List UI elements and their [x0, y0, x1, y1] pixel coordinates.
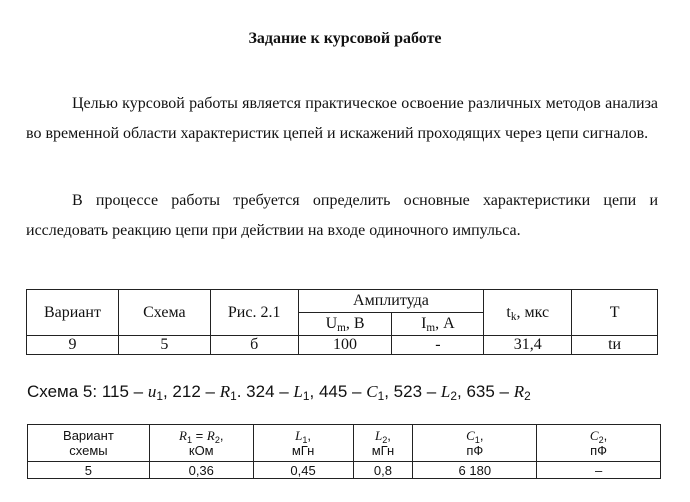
scheme-part: $635 - R_2$ — [466, 382, 531, 403]
header-T: T — [572, 290, 658, 336]
cell-figure: б — [210, 336, 298, 355]
scheme-prefix: Схема 5: — [27, 382, 98, 401]
header-l1: $L_1$, мГн — [253, 425, 353, 462]
cell-scheme-variant: 5 — [28, 462, 150, 479]
cell-c2: – — [537, 462, 661, 479]
table-row — [27, 336, 658, 355]
cell-tk: 31,4 — [484, 336, 572, 355]
header-c2: $C_2$, пФ — [537, 425, 661, 462]
header-amplitude: Амплитуда — [298, 290, 484, 313]
assignment-table — [26, 289, 658, 355]
cell-r: 0,36 — [149, 462, 253, 479]
scheme-part: $115 - u_1$, — [101, 382, 173, 403]
table-row — [28, 462, 661, 479]
cell-im: - — [392, 336, 484, 355]
scheme-part: $324 - L_1$, — [246, 382, 319, 403]
cell-scheme: 5 — [118, 336, 210, 355]
cell-c1: 6 180 — [413, 462, 537, 479]
header-scheme-variant: Вариант схемы — [28, 425, 150, 462]
header-r: $R_1 = R_2$, кОм — [149, 425, 253, 462]
component-values-table — [27, 424, 661, 479]
cell-T: tи — [572, 336, 658, 355]
cell-um: 100 — [298, 336, 392, 355]
header-im: $I_m$, А — [392, 313, 484, 336]
scheme-description — [27, 382, 531, 402]
scheme-part: $445 - C_1$, — [318, 382, 394, 403]
cell-l1: 0,45 — [253, 462, 353, 479]
paragraph-goal: Целью курсовой работы является практическое освоение различных методов анализа во временной области характеристик цепей и искажений проходящих через цепи сигналов. — [26, 95, 658, 142]
cell-variant: 9 — [27, 336, 119, 355]
header-c1: $C_1$, пФ — [413, 425, 537, 462]
scheme-part: $523 - L_2$, — [393, 382, 467, 403]
header-variant: Вариант — [27, 290, 119, 336]
cell-l2: 0,8 — [353, 462, 413, 479]
paragraph-task: В процессе работы требуется определить основные характеристики цепи и исследовать реакцию цепи при действии на входе одиночного импульса. — [26, 192, 658, 239]
header-figure: Рис. 2.1 — [210, 290, 298, 336]
header-l2: $L_2$, мГн — [353, 425, 413, 462]
header-um: $U_m$, В — [298, 313, 392, 336]
scheme-part: $212 - R_1$. — [172, 382, 247, 403]
header-tk: $t_k$, мкс — [484, 290, 572, 336]
header-scheme: Схема — [118, 290, 210, 336]
document-title: Задание к курсовой работе — [248, 30, 442, 47]
